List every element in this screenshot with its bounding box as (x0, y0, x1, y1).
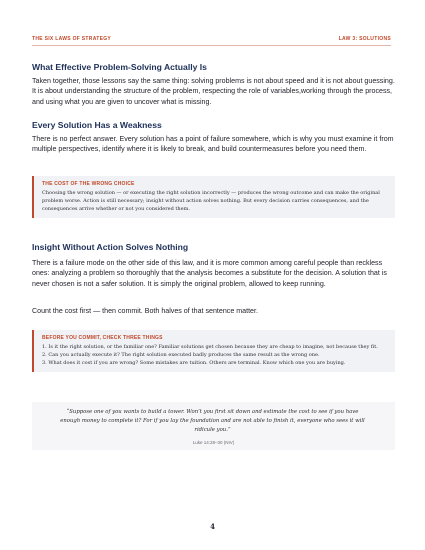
scripture-citation: Luke 14:28–30 (NIV) (192, 440, 235, 445)
header-divider (32, 45, 391, 46)
section-heading-insight-without-action: Insight Without Action Solves Nothing (32, 242, 189, 252)
callout-title: THE COST OF THE WRONG CHOICE (42, 181, 135, 187)
checklist-item: 2. Can you actually execute it? The right solution executed badly produces the same result as the wrong one. (42, 352, 320, 358)
section-heading-solution-weakness: Every Solution Has a Weakness (32, 120, 162, 130)
callout-title: BEFORE YOU COMMIT, CHECK THREE THINGS (42, 335, 163, 341)
callout-body: Choosing the wrong solution — or executing the right solution incorrectly — produces the wrong outcome and can make the original problem worse. Action is still necessary; insight without action solves nothing. But every decision carries consequences, and the consequences arrive whether or not you considered them. (42, 190, 380, 212)
checklist-item: 1. Is it the right solution, or the familiar one? Familiar solutions get chosen because they are cheap to imagine, not because they fit. (42, 344, 378, 350)
paragraph-effective-problem-solving: Taken together, those lessons say the same thing: solving problems is not about speed and it is not about guessing. It is about understanding the structure of the problem, respecting the role of variables,working through the process, and using what you are given to uncover what is missing. (32, 77, 395, 106)
section-heading-effective-problem-solving: What Effective Problem-Solving Actually Is (32, 62, 207, 72)
running-header-book-title: THE SIX LAWS OF STRATEGY (32, 36, 112, 42)
callout-check-three-things (32, 330, 395, 372)
scripture-quote-text: “Suppose one of you wants to build a tower. Won’t you first sit down and estimate the cost to see if you have enough money to complete it? For if you lay the foundation and are not able to finish it, everyone who sees it will ridicule you.” (60, 409, 365, 433)
callout-cost-of-wrong-choice (32, 176, 395, 218)
paragraph-insight-without-action: There is a failure mode on the other side of this law, and it is more common among careful people than reckless ones: analyzing a problem so thoroughly that the analysis becomes a substitute for the decision. A solution that is never chosen is not a safer solution. It is simply the original problem, allowed to keep running. (32, 259, 387, 288)
paragraph-solution-weakness: There is no perfect answer. Every solution has a point of failure somewhere, which is why you must examine it from multiple perspectives, identify where it is likely to break, and build countermeasures before you need them. (32, 135, 394, 154)
paragraph-count-the-cost: Count the cost first — then commit. Both halves of that sentence matter. (32, 307, 258, 315)
running-header (32, 36, 391, 42)
page-number: 4 (210, 522, 215, 531)
running-header-chapter: LAW 3: SOLUTIONS (338, 36, 391, 42)
checklist-item: 3. What does it cost if you are wrong? Some mistakes are tuition. Others are terminal. Know which one you are buying. (42, 360, 346, 366)
